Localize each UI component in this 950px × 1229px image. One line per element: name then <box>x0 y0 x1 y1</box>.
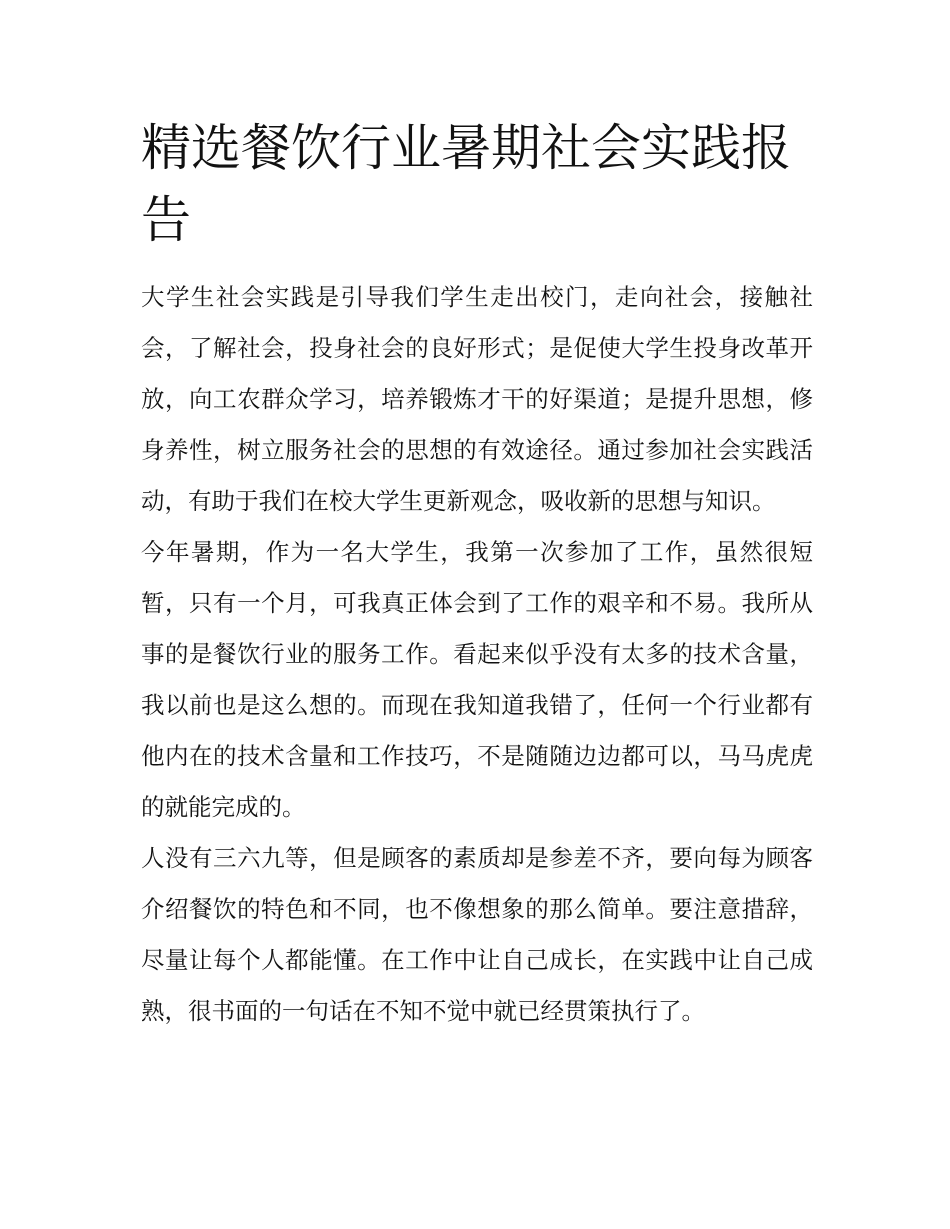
document-title: 精选餐饮行业暑期社会实践报告 <box>141 119 791 249</box>
document-page <box>141 112 813 1037</box>
paragraph-1: 大学生社会实践是引导我们学生走出校门，走向社会，接触社会，了解社会，投身社会的良好形式；是促使大学生投身改革开放，向工农群众学习，培养锻炼才干的好渠道；是提升思想，修身养性，树立服务社会的思想的有效途径。通过参加社会实践活动，有助于我们在校大学生更新观念，吸收新的思想与知识。 <box>141 283 813 515</box>
paragraph-3: 人没有三六九等，但是顾客的素质却是参差不齐，要向每为顾客介绍餐饮的特色和不同，也不像想象的那么简单。要注意措辞，尽量让每个人都能懂。在工作中让自己成长，在实践中让自己成熟，很书面的一句话在不知不觉中就已经贯策执行了。 <box>141 844 813 1025</box>
paragraph-2: 今年暑期，作为一名大学生，我第一次参加了工作，虽然很短暂，只有一个月，可我真正体会到了工作的艰辛和不易。我所从事的是餐饮行业的服务工作。看起来似乎没有太多的技术含量，我以前也是这么想的。而现在我知道我错了，任何一个行业都有他内在的技术含量和工作技巧，不是随随边边都可以，马马虎虎的就能完成的。 <box>141 538 813 821</box>
